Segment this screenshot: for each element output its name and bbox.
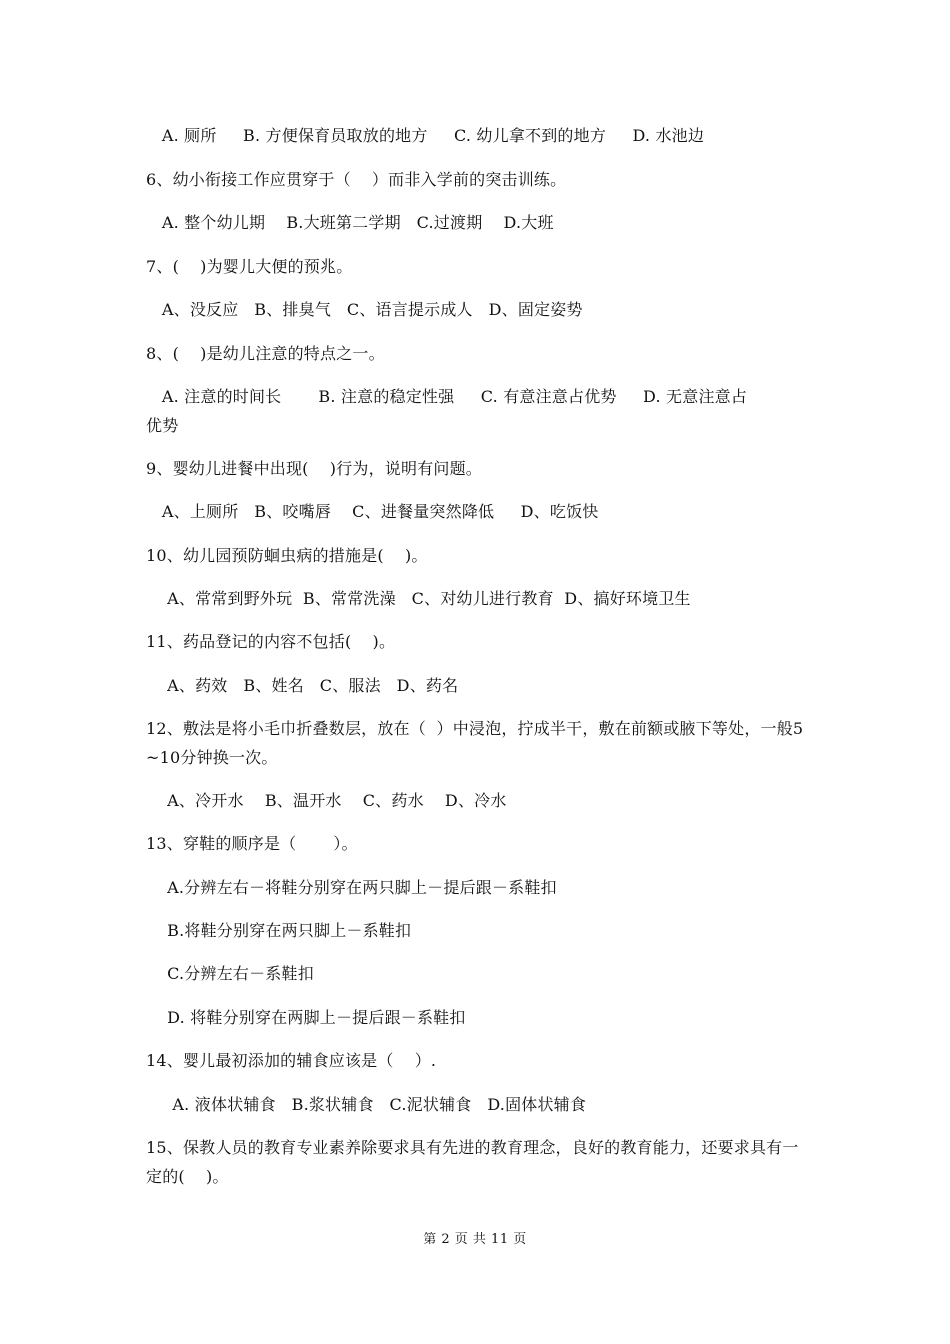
q6-options: A. 整个幼儿期 B.大班第二学期 C.过渡期 D.大班 [146, 213, 554, 232]
q7-text: 7、( )为婴儿大便的预兆。 [146, 257, 353, 276]
q11-options: A、药效 B、姓名 C、服法 D、药名 [146, 676, 459, 695]
q13-option-d: D. 将鞋分别穿在两脚上－提后跟－系鞋扣 [146, 1008, 466, 1027]
q9-options: A、上厕所 B、咬嘴唇 C、进餐量突然降低 D、吃饭快 [146, 502, 599, 521]
q12-options: A、冷开水 B、温开水 C、药水 D、冷水 [146, 791, 507, 810]
q14-text: 14、婴儿最初添加的辅食应该是（ ）. [146, 1051, 437, 1070]
q13-option-c: C.分辨左右－系鞋扣 [146, 964, 314, 983]
q8-text: 8、( )是幼儿注意的特点之一。 [146, 344, 385, 363]
q15-text: 15、保教人员的教育专业素养除要求具有先进的教育理念，良好的教育能力，还要求具有一定的( )。 [146, 1138, 799, 1186]
q13-text: 13、穿鞋的顺序是（ ）。 [146, 834, 358, 853]
q12-text: 12、敷法是将小毛巾折叠数层，放在（ ）中浸泡，拧成半干，敷在前额或腋下等处，一般5~10分钟换一次。 [146, 719, 804, 767]
q13-option-a: A.分辨左右－将鞋分别穿在两只脚上－提后跟－系鞋扣 [146, 878, 557, 897]
q10-options: A、常常到野外玩 B、常常洗澡 C、对幼儿进行教育 D、搞好环境卫生 [146, 589, 691, 608]
q5-options: A. 厕所 B. 方便保育员取放的地方 C. 幼儿拿不到的地方 D. 水池边 [146, 126, 705, 145]
q14-options: A. 液体状辅食 B.浆状辅食 C.泥状辅食 D.固体状辅食 [146, 1095, 587, 1114]
q7-options: A、没反应 B、排臭气 C、语言提示成人 D、固定姿势 [146, 300, 583, 319]
q10-text: 10、幼儿园预防蛔虫病的措施是( )。 [146, 546, 428, 565]
q9-text: 9、婴幼儿进餐中出现( )行为，说明有问题。 [146, 459, 483, 478]
q8-options: A. 注意的时间长 B. 注意的稳定性强 C. 有意注意占优势 D. 无意注意占 优势 [146, 387, 748, 435]
q13-option-b: B.将鞋分别穿在两只脚上－系鞋扣 [146, 921, 412, 940]
q6-text: 6、幼小衔接工作应贯穿于（ ）而非入学前的突击训练。 [146, 170, 567, 189]
page-footer: 第 2 页 共 11 页 [423, 1232, 527, 1247]
q11-text: 11、药品登记的内容不包括( )。 [146, 632, 396, 651]
